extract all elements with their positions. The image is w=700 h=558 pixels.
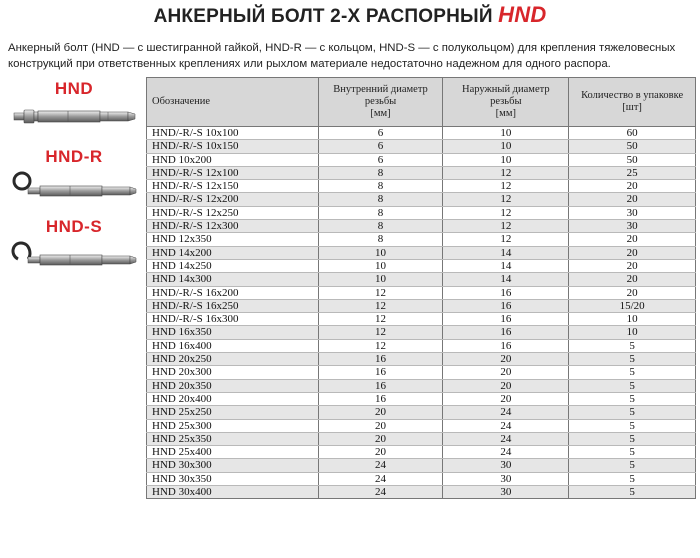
cell-outer-diameter: 30	[443, 459, 569, 472]
cell-outer-diameter: 12	[443, 233, 569, 246]
cell-quantity: 20	[569, 180, 696, 193]
cell-designation: HND 16x350	[147, 326, 319, 339]
cell-designation: HND 25x250	[147, 406, 319, 419]
product-hnd-r	[8, 147, 140, 217]
product-hnd-s	[8, 217, 140, 287]
intro-description: Анкерный болт (HND — с шестигранной гайкой, HND-R — с кольцом, HND-S — с полукольцом) для крепления тяжеловесных конструкций при ответственных креплениях или рыхлом материале недостаточно надежном для одного распора.	[8, 42, 676, 70]
cell-outer-diameter: 16	[443, 313, 569, 326]
cell-designation: HND/-R/-S 10x100	[147, 127, 319, 140]
cell-inner-diameter: 16	[318, 366, 443, 379]
table-row	[147, 299, 696, 312]
cell-quantity: 50	[569, 140, 696, 153]
cell-designation: HND 30x350	[147, 472, 319, 485]
cell-designation: HND/-R/-S 16x200	[147, 286, 319, 299]
cell-designation: HND/-R/-S 12x150	[147, 180, 319, 193]
cell-outer-diameter: 16	[443, 339, 569, 352]
cell-outer-diameter: 12	[443, 206, 569, 219]
cell-outer-diameter: 12	[443, 166, 569, 179]
table-row	[147, 273, 696, 286]
cell-designation: HND 25x400	[147, 446, 319, 459]
product-name: HND	[54, 79, 94, 98]
cell-inner-diameter: 8	[318, 206, 443, 219]
table-row	[147, 166, 696, 179]
cell-outer-diameter: 30	[443, 472, 569, 485]
cell-inner-diameter: 10	[318, 259, 443, 272]
product-hnd	[8, 79, 140, 149]
cell-designation: HND 16x400	[147, 339, 319, 352]
cell-quantity: 10	[569, 313, 696, 326]
header-label: Обозначение	[152, 96, 211, 107]
table-row	[147, 220, 696, 233]
header-unit: [мм]	[370, 108, 391, 119]
column-header-outer-diameter	[443, 78, 569, 127]
cell-designation: HND 25x350	[147, 432, 319, 445]
cell-inner-diameter: 24	[318, 459, 443, 472]
ring-anchor-bolt-icon	[8, 171, 140, 201]
cell-inner-diameter: 20	[318, 446, 443, 459]
cell-inner-diameter: 12	[318, 299, 443, 312]
header-label: Количество в упаковке	[581, 90, 684, 101]
hook-anchor-bolt-icon	[8, 241, 140, 271]
cell-quantity: 20	[569, 233, 696, 246]
cell-inner-diameter: 8	[318, 180, 443, 193]
cell-quantity: 50	[569, 153, 696, 166]
cell-outer-diameter: 10	[443, 127, 569, 140]
cell-quantity: 15/20	[569, 299, 696, 312]
page-title	[0, 2, 700, 28]
table-row	[147, 246, 696, 259]
cell-outer-diameter: 12	[443, 193, 569, 206]
cell-designation: HND 25x300	[147, 419, 319, 432]
cell-designation: HND/-R/-S 12x300	[147, 220, 319, 233]
cell-quantity: 25	[569, 166, 696, 179]
table-row	[147, 180, 696, 193]
cell-designation: HND 14x250	[147, 259, 319, 272]
table-row	[147, 406, 696, 419]
cell-designation: HND 30x300	[147, 459, 319, 472]
cell-outer-diameter: 14	[443, 246, 569, 259]
title-text: АНКЕРНЫЙ БОЛТ 2-Х РАСПОРНЫЙ	[153, 6, 493, 27]
cell-quantity: 5	[569, 353, 696, 366]
table-row	[147, 366, 696, 379]
cell-inner-diameter: 24	[318, 486, 443, 499]
cell-quantity: 20	[569, 273, 696, 286]
product-name: HND-S	[45, 217, 103, 236]
cell-inner-diameter: 6	[318, 127, 443, 140]
cell-inner-diameter: 12	[318, 286, 443, 299]
cell-quantity: 60	[569, 127, 696, 140]
cell-inner-diameter: 8	[318, 166, 443, 179]
cell-designation: HND 12x350	[147, 233, 319, 246]
table-row	[147, 472, 696, 485]
cell-quantity: 5	[569, 419, 696, 432]
header-label: Наружный диаметр резьбы	[462, 84, 550, 107]
header-label: Внутренний диаметр резьбы	[333, 84, 428, 107]
column-header-designation	[147, 78, 319, 127]
cell-inner-diameter: 10	[318, 273, 443, 286]
cell-quantity: 30	[569, 206, 696, 219]
cell-outer-diameter: 20	[443, 379, 569, 392]
cell-inner-diameter: 20	[318, 406, 443, 419]
cell-quantity: 5	[569, 459, 696, 472]
hex-nut-anchor-bolt-icon	[8, 103, 140, 129]
cell-designation: HND 14x200	[147, 246, 319, 259]
cell-outer-diameter: 16	[443, 326, 569, 339]
table-row	[147, 127, 696, 140]
cell-inner-diameter: 12	[318, 313, 443, 326]
cell-inner-diameter: 24	[318, 472, 443, 485]
cell-designation: HND/-R/-S 16x250	[147, 299, 319, 312]
cell-quantity: 5	[569, 446, 696, 459]
table-row	[147, 392, 696, 405]
cell-inner-diameter: 20	[318, 432, 443, 445]
table-row	[147, 193, 696, 206]
cell-inner-diameter: 6	[318, 153, 443, 166]
header-unit: [шт]	[622, 102, 642, 113]
cell-quantity: 5	[569, 486, 696, 499]
cell-designation: HND/-R/-S 10x150	[147, 140, 319, 153]
table-row	[147, 153, 696, 166]
cell-designation: HND/-R/-S 16x300	[147, 313, 319, 326]
cell-inner-diameter: 8	[318, 220, 443, 233]
cell-inner-diameter: 6	[318, 140, 443, 153]
column-header-inner-diameter	[318, 78, 443, 127]
cell-outer-diameter: 24	[443, 432, 569, 445]
cell-designation: HND 20x400	[147, 392, 319, 405]
table-row	[147, 353, 696, 366]
cell-inner-diameter: 8	[318, 193, 443, 206]
cell-quantity: 30	[569, 220, 696, 233]
table-row	[147, 140, 696, 153]
cell-outer-diameter: 24	[443, 446, 569, 459]
cell-quantity: 10	[569, 326, 696, 339]
table-row	[147, 313, 696, 326]
cell-outer-diameter: 20	[443, 392, 569, 405]
cell-quantity: 5	[569, 379, 696, 392]
cell-outer-diameter: 16	[443, 286, 569, 299]
table-row	[147, 486, 696, 499]
cell-outer-diameter: 12	[443, 220, 569, 233]
cell-designation: HND/-R/-S 12x250	[147, 206, 319, 219]
cell-inner-diameter: 12	[318, 326, 443, 339]
cell-outer-diameter: 24	[443, 406, 569, 419]
table-row	[147, 446, 696, 459]
cell-designation: HND/-R/-S 12x100	[147, 166, 319, 179]
cell-outer-diameter: 10	[443, 153, 569, 166]
column-header-quantity	[569, 78, 696, 127]
cell-inner-diameter: 16	[318, 392, 443, 405]
cell-quantity: 5	[569, 472, 696, 485]
cell-inner-diameter: 10	[318, 246, 443, 259]
cell-designation: HND 10x200	[147, 153, 319, 166]
cell-inner-diameter: 16	[318, 379, 443, 392]
cell-outer-diameter: 30	[443, 486, 569, 499]
table-row	[147, 339, 696, 352]
product-name: HND-R	[45, 147, 103, 166]
cell-inner-diameter: 8	[318, 233, 443, 246]
cell-quantity: 5	[569, 339, 696, 352]
table-row	[147, 206, 696, 219]
cell-designation: HND 20x250	[147, 353, 319, 366]
cell-designation: HND 14x300	[147, 273, 319, 286]
table-row	[147, 259, 696, 272]
spec-table	[146, 77, 696, 499]
cell-quantity: 20	[569, 286, 696, 299]
cell-designation: HND 20x350	[147, 379, 319, 392]
cell-designation: HND 30x400	[147, 486, 319, 499]
cell-designation: HND/-R/-S 12x200	[147, 193, 319, 206]
table-row	[147, 379, 696, 392]
table-body	[147, 127, 696, 499]
cell-quantity: 5	[569, 406, 696, 419]
cell-outer-diameter: 10	[443, 140, 569, 153]
cell-inner-diameter: 12	[318, 339, 443, 352]
cell-outer-diameter: 20	[443, 353, 569, 366]
cell-designation: HND 20x300	[147, 366, 319, 379]
table-row	[147, 432, 696, 445]
cell-outer-diameter: 14	[443, 259, 569, 272]
cell-quantity: 5	[569, 392, 696, 405]
table-row	[147, 326, 696, 339]
cell-outer-diameter: 24	[443, 419, 569, 432]
table-row	[147, 233, 696, 246]
cell-quantity: 5	[569, 366, 696, 379]
cell-quantity: 5	[569, 432, 696, 445]
cell-outer-diameter: 16	[443, 299, 569, 312]
cell-outer-diameter: 12	[443, 180, 569, 193]
table-row	[147, 286, 696, 299]
cell-outer-diameter: 20	[443, 366, 569, 379]
cell-quantity: 20	[569, 259, 696, 272]
cell-outer-diameter: 14	[443, 273, 569, 286]
header-unit: [мм]	[495, 108, 516, 119]
cell-quantity: 20	[569, 193, 696, 206]
table-header-row	[147, 78, 696, 127]
cell-quantity: 20	[569, 246, 696, 259]
table-row	[147, 419, 696, 432]
title-brand: HND	[498, 2, 547, 27]
table-row	[147, 459, 696, 472]
cell-inner-diameter: 20	[318, 419, 443, 432]
cell-inner-diameter: 16	[318, 353, 443, 366]
